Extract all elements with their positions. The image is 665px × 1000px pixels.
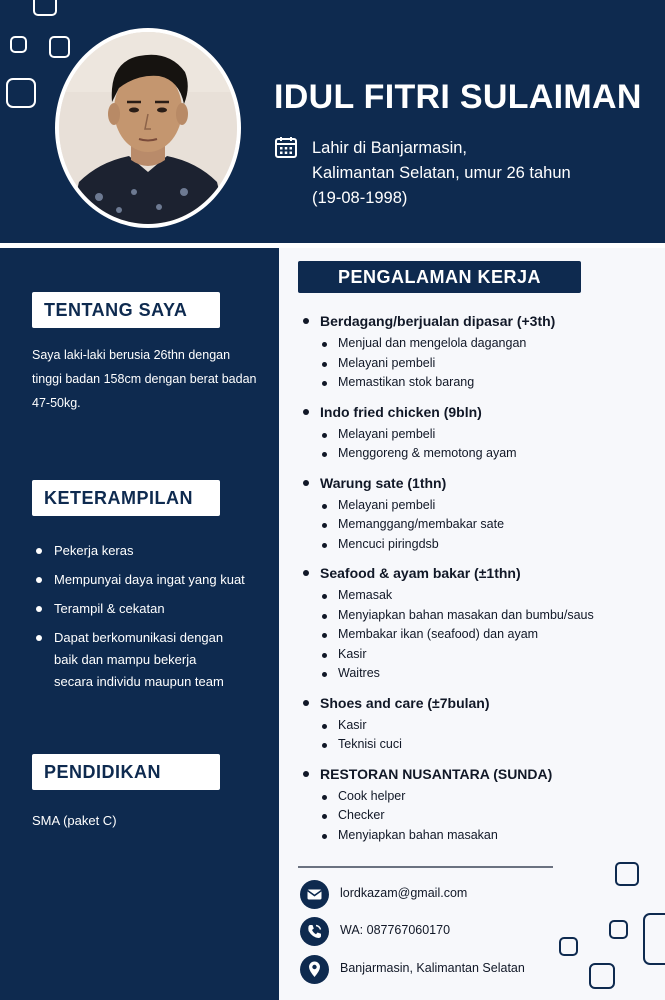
contact-divider [298,866,553,868]
about-text [32,343,272,415]
person-portrait [59,32,237,224]
contact-address [300,955,600,985]
task-item: Checker [300,806,655,826]
job-title: RESTORAN NUSANTARA (SUNDA) [300,765,655,783]
task-item: Menyiapkan bahan masakan dan bumbu/saus [300,606,655,626]
profile-photo [55,28,241,228]
birth-info [312,136,571,211]
job-entry [300,564,655,684]
job-title: Indo fried chicken (9bln) [300,403,655,421]
contact-email[interactable] [300,880,600,910]
job-entry [300,694,655,755]
task-item: Menjual dan mengelola dagangan [300,334,655,354]
task-list [300,586,655,684]
job-title: Berdagang/berjualan dipasar (+3th) [300,312,655,330]
birth-line: Lahir di Banjarmasin, [312,139,467,157]
task-item: Melayani pembeli [300,496,655,516]
skill-item: Dapat berkomunikasi dengan baik dan mampu bekerja secara individu maupun team [34,627,234,693]
decor-square [615,862,639,886]
education-value: SMA (paket C) [32,813,117,828]
about-line: tinggi badan 158cm dengan berat badan [32,372,257,386]
skills-heading: KETERAMPILAN [32,480,220,516]
contact-phone[interactable] [300,917,600,947]
task-item: Menyiapkan bahan masakan [300,826,655,846]
job-entry [300,312,655,393]
about-line: 47-50kg. [32,396,81,410]
education-heading: PENDIDIKAN [32,754,220,790]
address-text: Banjarmasin, Kalimantan Selatan [340,961,525,975]
skills-list [34,540,269,700]
job-entry [300,403,655,464]
task-list [300,496,655,555]
job-entry [300,765,655,846]
skill-item: Pekerja keras [34,540,269,562]
decor-square [609,920,628,939]
phone-icon [300,917,329,946]
decor-square [33,0,57,16]
task-item: Kasir [300,645,655,665]
location-pin-icon [300,955,329,984]
decor-square [10,36,27,53]
about-line: Saya laki-laki berusia 26thn dengan [32,348,231,362]
task-list [300,716,655,755]
task-item: Memasak [300,586,655,606]
task-item: Memastikan stok barang [300,373,655,393]
task-item: Kasir [300,716,655,736]
about-heading: TENTANG SAYA [32,292,220,328]
task-list [300,334,655,393]
full-name: IDUL FITRI SULAIMAN [274,78,642,116]
skill-item: Mempunyai daya ingat yang kuat [34,569,269,591]
task-item: Menggoreng & memotong ayam [300,444,655,464]
task-item: Teknisi cuci [300,735,655,755]
phone-text: WA: 087767060170 [340,923,451,937]
task-item: Waitres [300,664,655,684]
task-item: Melayani pembeli [300,354,655,374]
job-title: Seafood & ayam bakar (±1thn) [300,564,655,582]
decor-square [6,78,36,108]
task-item: Memanggang/membakar sate [300,515,655,535]
decor-square [643,913,665,965]
task-item: Membakar ikan (seafood) dan ayam [300,625,655,645]
skill-item: Terampil & cekatan [34,598,269,620]
envelope-icon [300,880,329,909]
decor-square [49,36,70,58]
birth-line: Kalimantan Selatan, umur 26 tahun [312,164,571,182]
job-title: Shoes and care (±7bulan) [300,694,655,712]
task-item: Melayani pembeli [300,425,655,445]
task-item: Cook helper [300,787,655,807]
job-title: Warung sate (1thn) [300,474,655,492]
job-entry [300,474,655,555]
birth-line: (19-08-1998) [312,189,408,207]
email-text: lordkazam@gmail.com [340,886,468,900]
task-list [300,787,655,846]
task-item: Mencuci piringdsb [300,535,655,555]
task-list [300,425,655,464]
experience-list [300,312,655,855]
calendar-icon [274,135,298,159]
experience-heading: PENGALAMAN KERJA [298,261,581,293]
